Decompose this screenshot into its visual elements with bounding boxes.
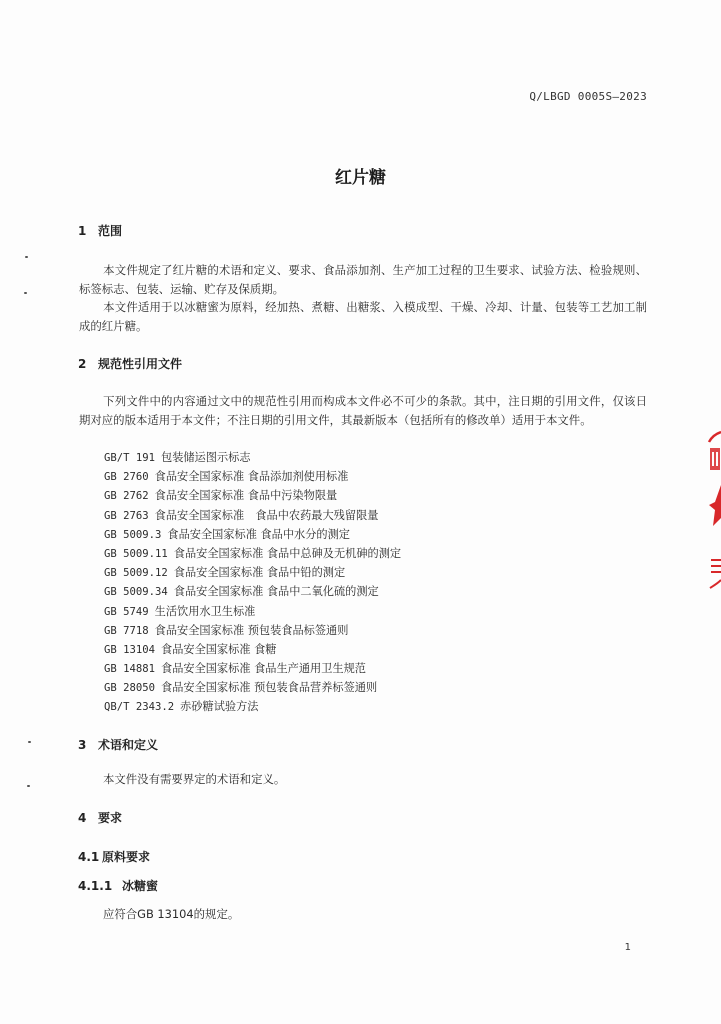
section-1-paragraph-1-text: 本文件规定了红片糖的术语和定义、要求、食品添加剂、生产加工过程的卫生要求、试验方法、检验规则、标签标志、包装、运输、贮存及保质期。 (79, 263, 647, 296)
reference-name: 赤砂糖试验方法 (180, 700, 259, 714)
document-title: 红片糖 (335, 168, 386, 188)
reference-name: 食品安全国家标准 食品生产通用卫生规范 (161, 662, 366, 676)
reference-code: GB 5009.3 (104, 528, 162, 541)
reference-code: GB 13104 (104, 643, 156, 656)
scan-speck (24, 292, 27, 294)
reference-code: GB 5009.34 (104, 586, 168, 599)
reference-item (104, 678, 401, 697)
section-1-paragraph-2 (79, 298, 647, 336)
reference-name: 食品安全国家标准 食糖 (161, 642, 277, 656)
section-2-number: 2 (78, 357, 87, 371)
reference-code: QB/T 2343.2 (104, 701, 175, 714)
reference-item (104, 602, 401, 621)
reference-item (104, 448, 401, 467)
reference-item (104, 697, 401, 716)
section-4-title: 要求 (98, 811, 123, 825)
reference-item (104, 506, 401, 525)
reference-name: 食品安全国家标准 预包装食品标签通则 (154, 623, 349, 637)
section-2-title: 规范性引用文件 (98, 357, 183, 371)
section-2-intro (79, 392, 647, 430)
section-1-heading (78, 222, 122, 239)
section-3-paragraph-1-text: 本文件没有需要界定的术语和定义。 (103, 772, 286, 786)
reference-item (104, 640, 401, 659)
reference-name: 食品安全国家标准 食品中铅的测定 (173, 566, 346, 580)
reference-code: GB 2760 (104, 471, 149, 484)
reference-name: 食品安全国家标准 食品中二氧化硫的测定 (173, 585, 379, 599)
reference-name: 食品安全国家标准 食品添加剂使用标准 (154, 470, 349, 484)
subsection-4-1-title: 原料要求 (102, 850, 151, 864)
section-4-heading (78, 809, 122, 826)
subsection-4-1-1-title: 冰糖蜜 (122, 879, 159, 893)
subsection-4-1-1-paragraph-text: 应符合GB 13104的规定。 (103, 907, 240, 921)
reference-name: 食品安全国家标准 预包装食品营养标签通则 (161, 681, 378, 695)
scan-speck (25, 256, 28, 258)
section-3-title: 术语和定义 (98, 738, 159, 752)
reference-code: GB 5749 (104, 605, 149, 618)
reference-name: 生活饮用水卫生标准 (154, 604, 256, 618)
reference-item (104, 659, 401, 678)
reference-code: GB 14881 (104, 663, 156, 676)
reference-item (104, 621, 401, 640)
reference-item (104, 544, 401, 563)
reference-code: GB 5009.12 (104, 567, 168, 580)
reference-item (104, 582, 401, 601)
reference-name: 食品安全国家标准 食品中水分的测定 (167, 527, 350, 541)
reference-code: GB 2763 (104, 509, 149, 522)
section-1-paragraph-2-text: 本文件适用于以冰糖蜜为原料，经加热、煮糖、出糖浆、入模成型、干燥、冷却、计量、包装等工艺加工制成的红片糖。 (79, 300, 647, 333)
reference-item (104, 486, 401, 505)
reference-item (104, 563, 401, 582)
reference-code: GB/T 191 (104, 452, 156, 464)
seal-stamp-fragment (705, 430, 721, 590)
subsection-4-1-1-paragraph (79, 905, 647, 924)
subsection-4-1-1-number: 4.1.1 (78, 879, 113, 893)
scan-speck (28, 741, 31, 743)
reference-code: GB 2762 (104, 490, 149, 503)
reference-code: GB 28050 (104, 682, 156, 695)
reference-code: GB 5009.11 (104, 547, 168, 560)
section-3-paragraph-1 (79, 770, 647, 789)
section-2-heading (78, 355, 182, 372)
document-code: Q/LBGD 0005S—2023 (529, 90, 647, 103)
subsection-4-1-heading (78, 848, 150, 865)
reference-item (104, 467, 401, 486)
section-1-paragraph-1 (79, 261, 647, 299)
reference-name: 食品安全国家标准 食品中总砷及无机砷的测定 (173, 546, 402, 560)
section-1-title: 范围 (98, 224, 123, 238)
subsection-4-1-number: 4.1 (78, 850, 100, 864)
section-3-number: 3 (78, 738, 87, 752)
reference-name: 食品安全国家标准 食品中污染物限量 (154, 489, 338, 503)
section-1-number: 1 (78, 224, 87, 238)
normative-reference-list (104, 448, 401, 717)
scan-speck (27, 785, 30, 787)
reference-code: GB 7718 (104, 624, 149, 637)
section-3-heading (78, 736, 158, 753)
reference-name: 食品安全国家标准 食品中农药最大残留限量 (154, 508, 379, 522)
reference-name: 包装储运图示标志 (161, 451, 251, 464)
subsection-4-1-1-heading (78, 877, 158, 894)
page-number: 1 (624, 942, 631, 953)
section-4-number: 4 (78, 811, 87, 825)
section-2-intro-text: 下列文件中的内容通过文中的规范性引用而构成本文件必不可少的条款。其中，注日期的引用文件，仅该日期对应的版本适用于本文件；不注日期的引用文件，其最新版本（包括所有的修改单）适用于本文件。 (79, 394, 647, 427)
reference-item (104, 525, 401, 544)
